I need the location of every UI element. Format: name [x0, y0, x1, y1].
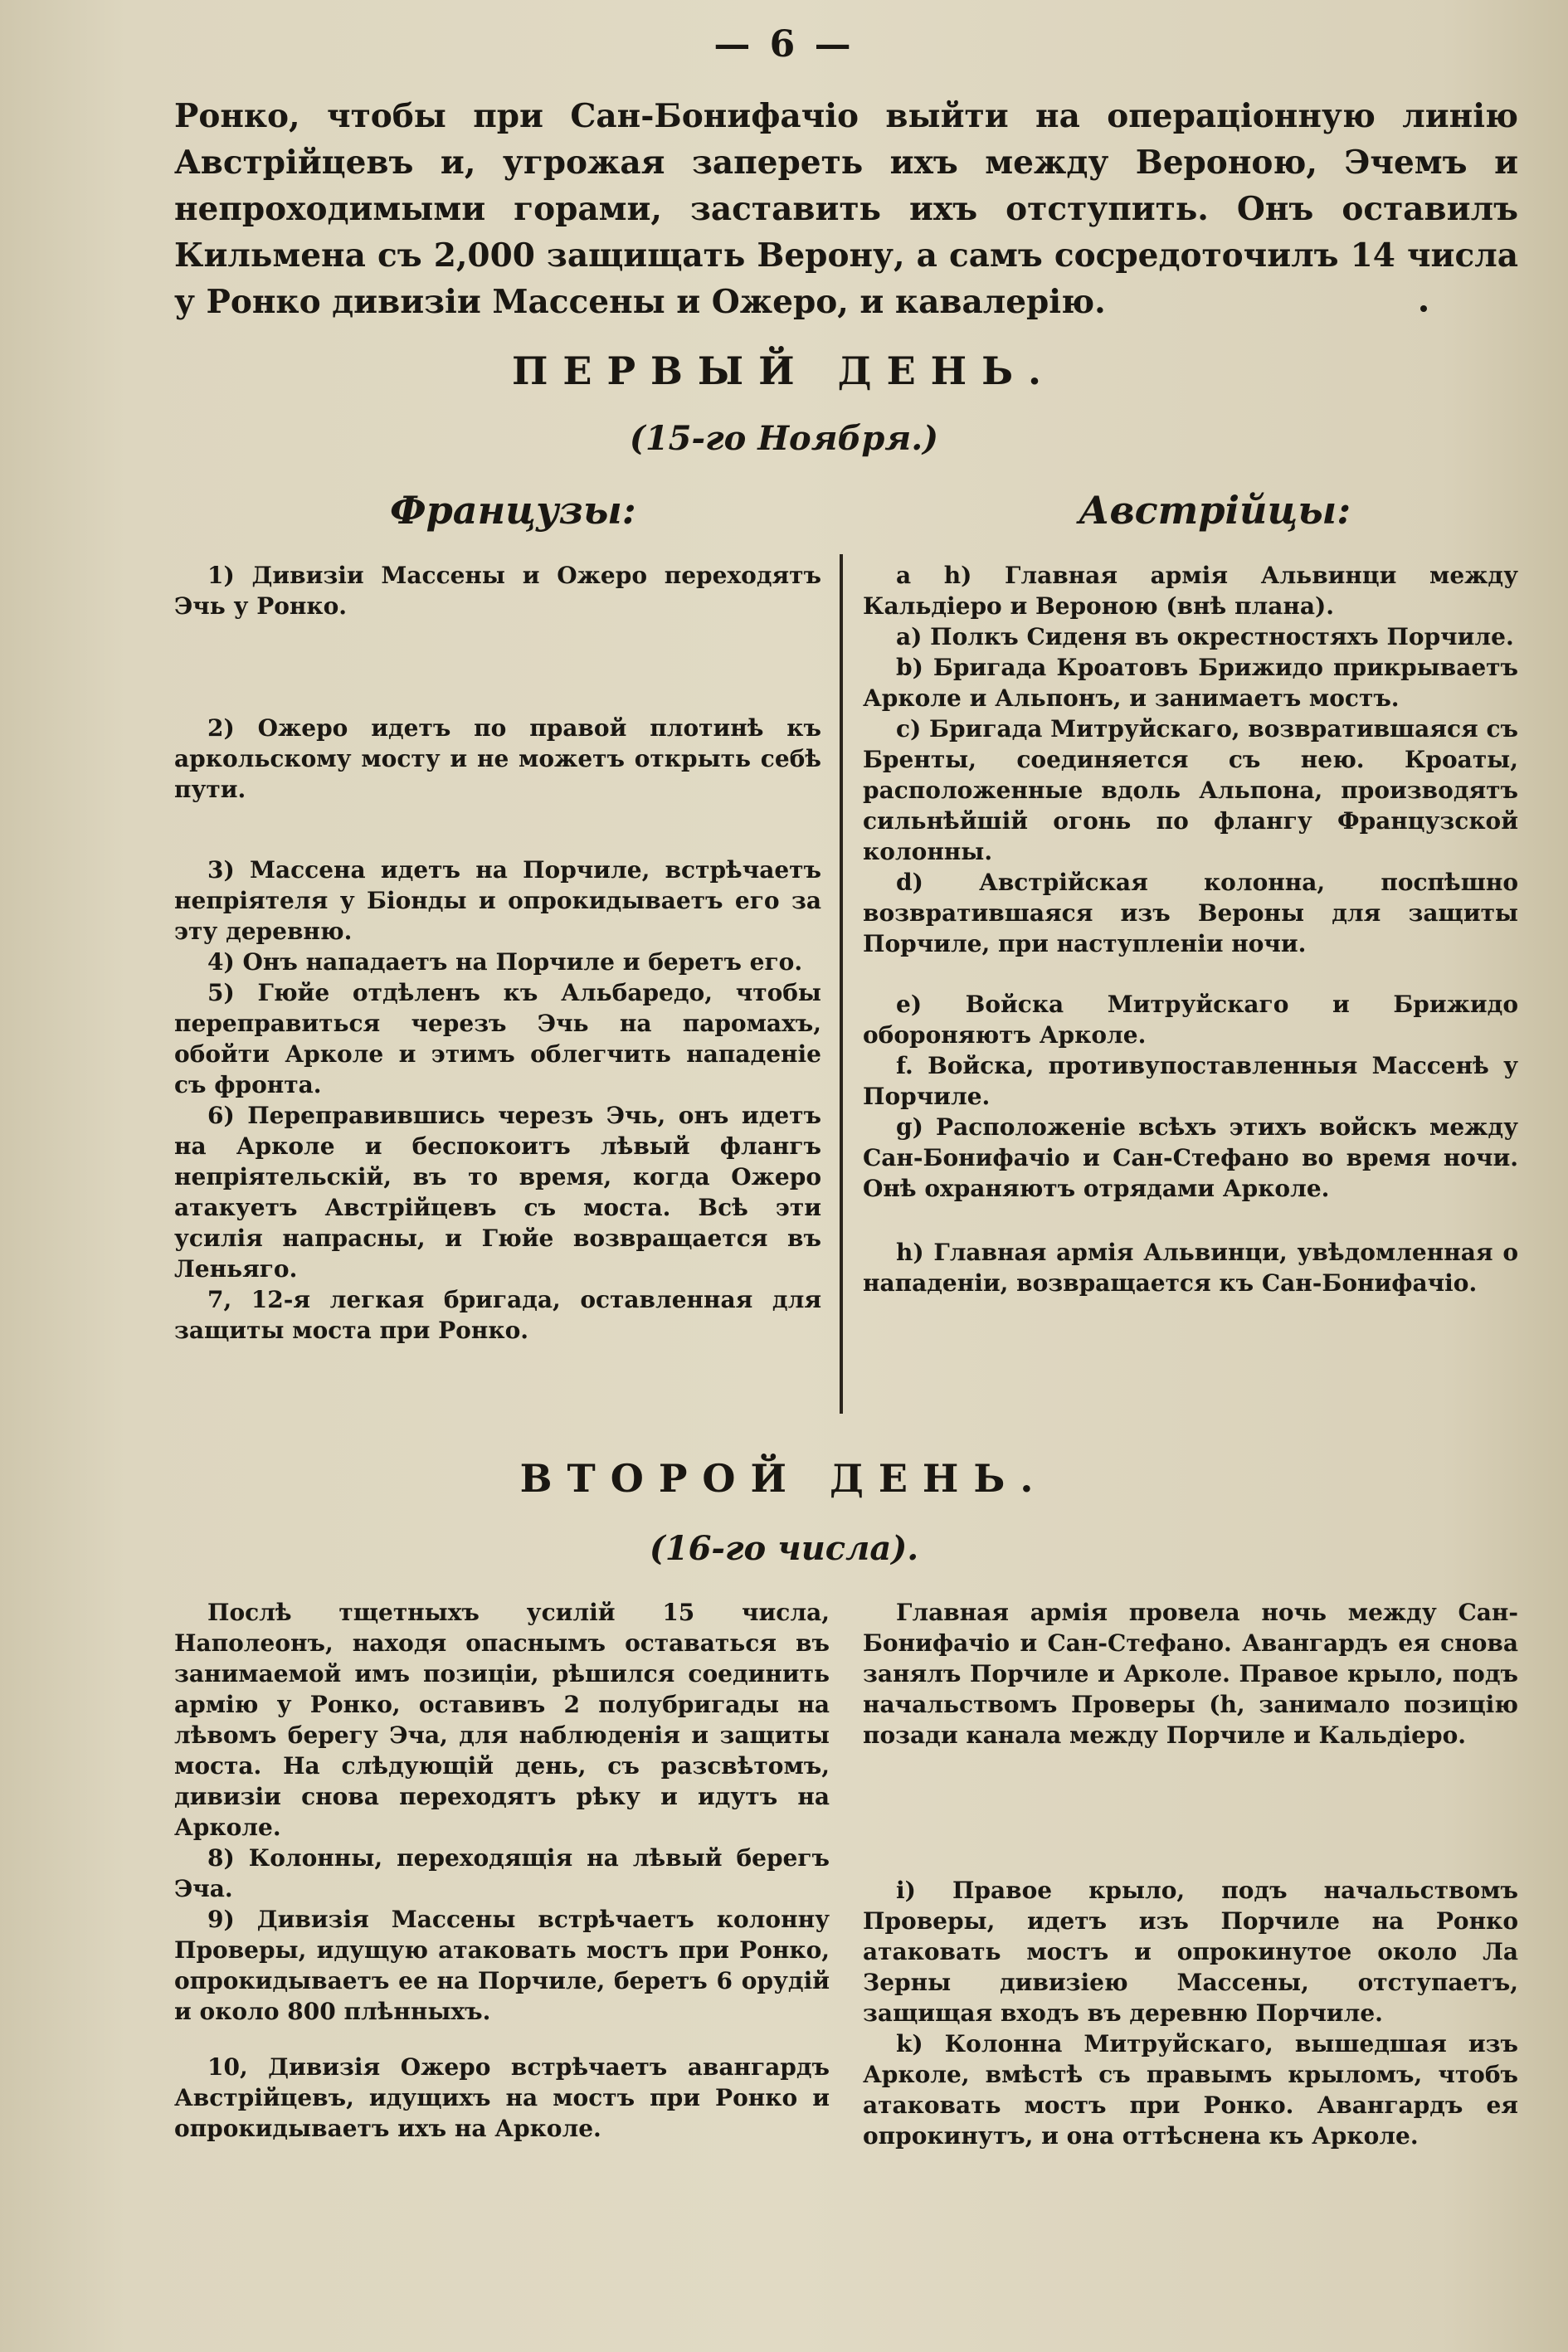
list-item: 7, 12-я легкая бригада, оставленная для защиты моста при Ронко.	[174, 1286, 821, 1344]
day2-austrian-column	[863, 1597, 1518, 2151]
day1-austrian-column	[863, 560, 1518, 1298]
list-item: Главная армія провела ночь между Сан-Бонифачіо и Сан-Стефано. Авангардъ ея снова занялъ Порчиле и Арколе. Правое крыло, подъ начальствомъ Проверы (h, занимало позицію позади канала между Порчиле и Кальдіеро.	[863, 1599, 1518, 1749]
list-item: 8) Колонны, переходящія на лѣвый берегъ Эча.	[174, 1844, 830, 1902]
french-heading: Французы:	[390, 488, 636, 533]
list-item: 10, Дивизія Ожеро встрѣчаетъ авангардъ Австрійцевъ, идущихъ на мостъ при Ронко и опрокидываетъ ихъ на Арколе.	[174, 2053, 830, 2142]
page-number: — 6 —	[713, 23, 855, 66]
list-item: b) Бригада Кроатовъ Брижидо прикрываетъ Арколе и Альпонъ, и занимаетъ мостъ.	[863, 654, 1518, 712]
list-item: h) Главная армія Альвинци, увѣдомленная о нападеніи, возвращается къ Сан-Бонифачіо.	[863, 1239, 1518, 1297]
list-item: 6) Переправившись черезъ Эчь, онъ идетъ на Арколе и беспокоитъ лѣвый флангъ непріятельскій, въ то время, когда Ожеро атакуетъ Австрійцевъ съ моста. Всѣ эти усилія напрасны, и Гюйе возвращается въ Леньяго.	[174, 1102, 821, 1283]
list-item: Послѣ тщетныхъ усилій 15 числа, Наполеонъ, находя опаснымъ оставаться въ занимаемой имъ позиціи, рѣшился соединить армію у Ронко, оставивъ 2 полубригады на лѣвомъ берегу Эча, для наблюденія и защиты моста. На слѣдующій день, съ разсвѣтомъ, дивизіи снова переходятъ рѣку и идутъ на Арколе.	[174, 1599, 830, 1841]
list-item: d) Австрійская колонна, поспѣшно возвратившаяся изъ Вероны для защиты Порчиле, при наступленіи ночи.	[863, 869, 1518, 957]
list-item: а h) Главная армія Альвинци между Кальдіеро и Вероною (внѣ плана).	[863, 562, 1518, 620]
day1-french-column	[174, 560, 821, 1346]
list-item: e) Войска Митруйскаго и Брижидо обороняютъ Арколе.	[863, 991, 1518, 1049]
ornament-dot	[1420, 305, 1427, 312]
list-item: 1) Дивизіи Массены и Ожеро переходятъ Эчь у Ронко.	[174, 562, 821, 620]
day2-french-column	[174, 1597, 830, 2144]
list-item: 2) Ожеро идетъ по правой плотинѣ къ аркольскому мосту и не можетъ открыть себѣ пути.	[174, 714, 821, 803]
list-item: k) Колонна Митруйскаго, вышедшая изъ Арколе, вмѣстѣ съ правымъ крыломъ, чтобъ атаковать мостъ при Ронко. Авангардъ ея опрокинутъ, и она оттѣснена къ Арколе.	[863, 2030, 1518, 2150]
list-item: 3) Массена идетъ на Порчиле, встрѣчаетъ непріятеля у Біонды и опрокидываетъ его за эту деревню.	[174, 856, 821, 945]
list-item: а) Полкъ Сиденя въ окрестностяхъ Порчиле.	[896, 623, 1514, 650]
day1-subtitle: (15-го Ноября.)	[629, 419, 939, 458]
list-item: c) Бригада Митруйскаго, возвратившаяся съ Бренты, соединяется съ нею. Кроаты, расположенные вдоль Альпона, производятъ сильнѣйшій огонь по флангу Французской колонны.	[863, 715, 1518, 865]
column-divider	[840, 554, 843, 1414]
intro-text: Ронко, чтобы при Сан-Бонифачіо выйти на операціонную линію Австрійцевъ и, угрожая запереть ихъ между Вероною, Эчемъ и непроходимыми горами, заставить ихъ отступить. Онъ оставилъ Кильмена съ 2,000 защищать Верону, а самъ сосредоточилъ 14 числа у Ронко дивизіи Массены и Ожеро, и кавалерію.	[174, 97, 1518, 321]
list-item: 9) Дивизія Массены встрѣчаетъ колонну Проверы, идущую атаковать мостъ при Ронко, опрокидываетъ ее на Порчиле, беретъ 6 орудій и около 800 плѣнныхъ.	[174, 1906, 830, 2025]
intro-paragraph	[174, 93, 1518, 325]
day1-title: ПЕРВЫЙ ДЕНЬ.	[511, 348, 1057, 393]
list-item: 5) Гюйе отдѣленъ къ Альбаредо, чтобы переправиться черезъ Эчь на паромахъ, обойти Арколе и этимъ облегчить нападеніе съ фронта.	[174, 979, 821, 1098]
list-item: 4) Онъ нападаетъ на Порчиле и беретъ его.	[207, 948, 803, 976]
austrian-heading: Австрійцы:	[1079, 488, 1351, 533]
day2-title: ВТОРОЙ ДЕНЬ.	[519, 1456, 1049, 1501]
list-item: f. Войска, противупоставленныя Массенѣ у Порчиле.	[863, 1052, 1518, 1110]
list-item: i) Правое крыло, подъ начальствомъ Проверы, идетъ изъ Порчиле на Ронко атаковать мостъ и опрокинутое около Ла Зерны дивизіею Массены, отступаетъ, защищая входъ въ деревню Порчиле.	[863, 1877, 1518, 2027]
day2-subtitle: (16-го числа).	[649, 1529, 919, 1568]
list-item: g) Расположеніе всѣхъ этихъ войскъ между Сан-Бонифачіо и Сан-Стефано во время ночи. Онѣ охраняютъ отрядами Арколе.	[863, 1113, 1518, 1202]
